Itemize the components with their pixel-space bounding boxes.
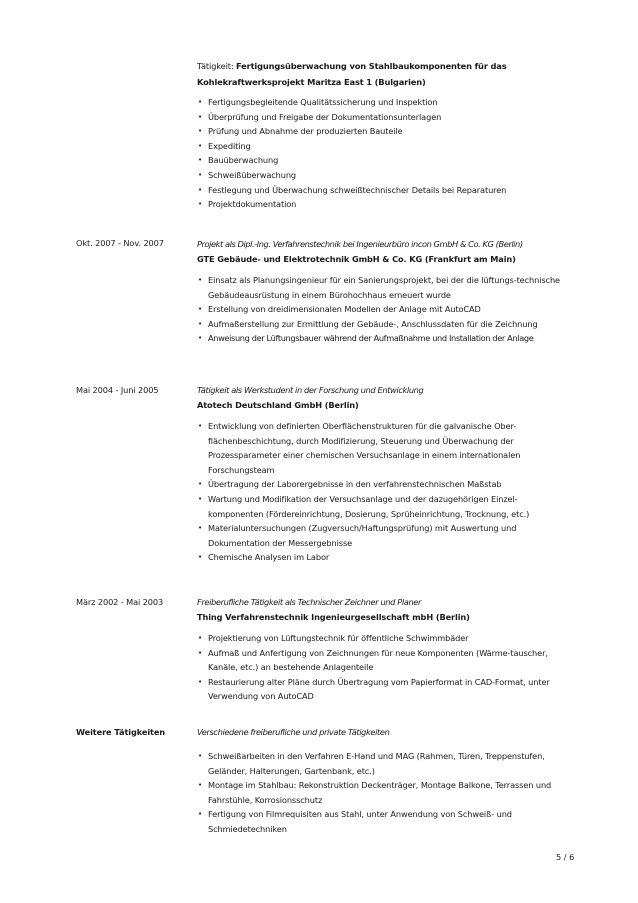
list-item: • Erstellung von dreidimensionalen Modellen der Anlage mit AutoCAD (197, 302, 572, 317)
list-item: • Aufmaßerstellung zur Ermittlung der Gebäude-, Anschlussdaten für die Zeichnung (197, 317, 572, 332)
entry-company: Thing Verfahrenstechnik Ingenieurgesellschaft mbH (Berlin) (197, 612, 470, 622)
entry-role: Verschiedene freiberufliche und private Tätigkeiten (197, 727, 390, 737)
list-item: • Bauüberwachung (197, 153, 572, 168)
list-item: • Festlegung und Überwachung schweißtechnischer Details bei Reparaturen (197, 183, 572, 198)
activity-prefix: Tätigkeit: (197, 61, 236, 71)
list-item: • Fertigungsbegleitende Qualitätssicherung und Inspektion (197, 95, 572, 110)
entry-date: Okt. 2007 - Nov. 2007 (76, 238, 164, 248)
list-item: • Restaurierung alter Pläne durch Übertragung vom Papierformat in CAD-Format, unter Verwendung von AutoCAD (197, 675, 572, 704)
entry-role: Projekt als Dipl.-Ing. Verfahrenstechnik bei Ingenieurbüro incon GmbH & Co. KG (Berlin) (197, 239, 523, 249)
entry-date: Mai 2004 - Juni 2005 (76, 385, 159, 395)
list-item: • Wartung und Modifikation der Versuchsanlage und der dazugehörigen Einzel-komponenten (Fördereinrichtung, Dosierung, Sprüheinrichtung, Trocknung, etc.) (197, 492, 572, 521)
activity-line-1 (197, 58, 572, 74)
list-item: • Expediting (197, 139, 572, 154)
activity-title-line-2: Kohlekraftwerksprojekt Maritza East 1 (Bulgarien) (197, 77, 426, 87)
entry-date: März 2002 - Mai 2003 (76, 597, 164, 607)
entry-company: GTE Gebäude- und Elektrotechnik GmbH & Co. KG (Frankfurt am Main) (197, 254, 516, 264)
list-item: • Anweisung der Lüftungsbauer während der Aufmaßnahme und Installation der Anlage (197, 331, 572, 346)
list-item: • Überprüfung und Freigabe der Dokumentationsunterlagen (197, 110, 572, 125)
list-item: • Fertigung von Filmrequisiten aus Stahl, unter Anwendung von Schweiß- und Schmiedetechniken (197, 807, 572, 836)
activity-title: Fertigungsüberwachung von Stahlbaukomponenten für das (235, 61, 507, 71)
list-item: • Schweißüberwachung (197, 168, 572, 183)
list-item: • Projektierung von Lüftungstechnik für öffentliche Schwimmbäder (197, 631, 572, 646)
bullet-list (197, 273, 572, 346)
list-item: • Materialuntersuchungen (Zugversuch/Haftungsprüfung) mit Auswertung und Dokumentation der Messergebnisse (197, 521, 572, 550)
list-item: • Projektdokumentation (197, 197, 572, 212)
list-item: • Montage im Stahlbau: Rekonstruktion Deckenträger, Montage Balkone, Terrassen und Fahrstühle, Korrosionsschutz (197, 778, 572, 807)
list-item: • Aufmaß und Anfertigung von Zeichnungen für neue Komponenten (Wärme-tauscher, Kanäle, etc.) an bestehende Anlagenteile (197, 646, 572, 675)
list-item: • Prüfung und Abnahme der produzierten Bauteile (197, 124, 572, 139)
bullet-list (197, 419, 572, 565)
entry-role: Freiberufliche Tätigkeit als Technischer Zeichner und Planer (197, 597, 422, 607)
entry-date: Weitere Tätigkeiten (76, 727, 166, 737)
bullet-list (197, 95, 572, 212)
bullet-list (197, 749, 572, 837)
list-item: • Entwicklung von definierten Oberflächenstrukturen für die galvanische Ober-flächenbeschichtung, durch Modifizierung, Steuerung und Überwachung der Prozessparameter einer chemischen Versuchsanlage in einem internationalen Forschungsteam (197, 419, 572, 477)
entry-company: Atotech Deutschland GmbH (Berlin) (197, 400, 359, 410)
list-item: • Chemische Analysen im Labor (197, 550, 572, 565)
list-item: • Übertragung der Laborergebnisse in den verfahrenstechnischen Maßstab (197, 477, 572, 492)
list-item: • Einsatz als Planungsingenieur für ein Sanierungsprojekt, bei der die lüftungs-technische Gebäudeausrüstung in einem Bürohochhaus erneuert wurde (197, 273, 572, 302)
entry-role: Tätigkeit als Werkstudent in der Forschung und Entwicklung (197, 385, 424, 395)
list-item: • Schweißarbeiten in den Verfahren E-Hand und MAG (Rahmen, Türen, Treppenstufen, Geländer, Halterungen, Gartenbank, etc.) (197, 749, 572, 778)
bullet-list (197, 631, 572, 704)
page-number: 5 / 6 (556, 852, 575, 862)
